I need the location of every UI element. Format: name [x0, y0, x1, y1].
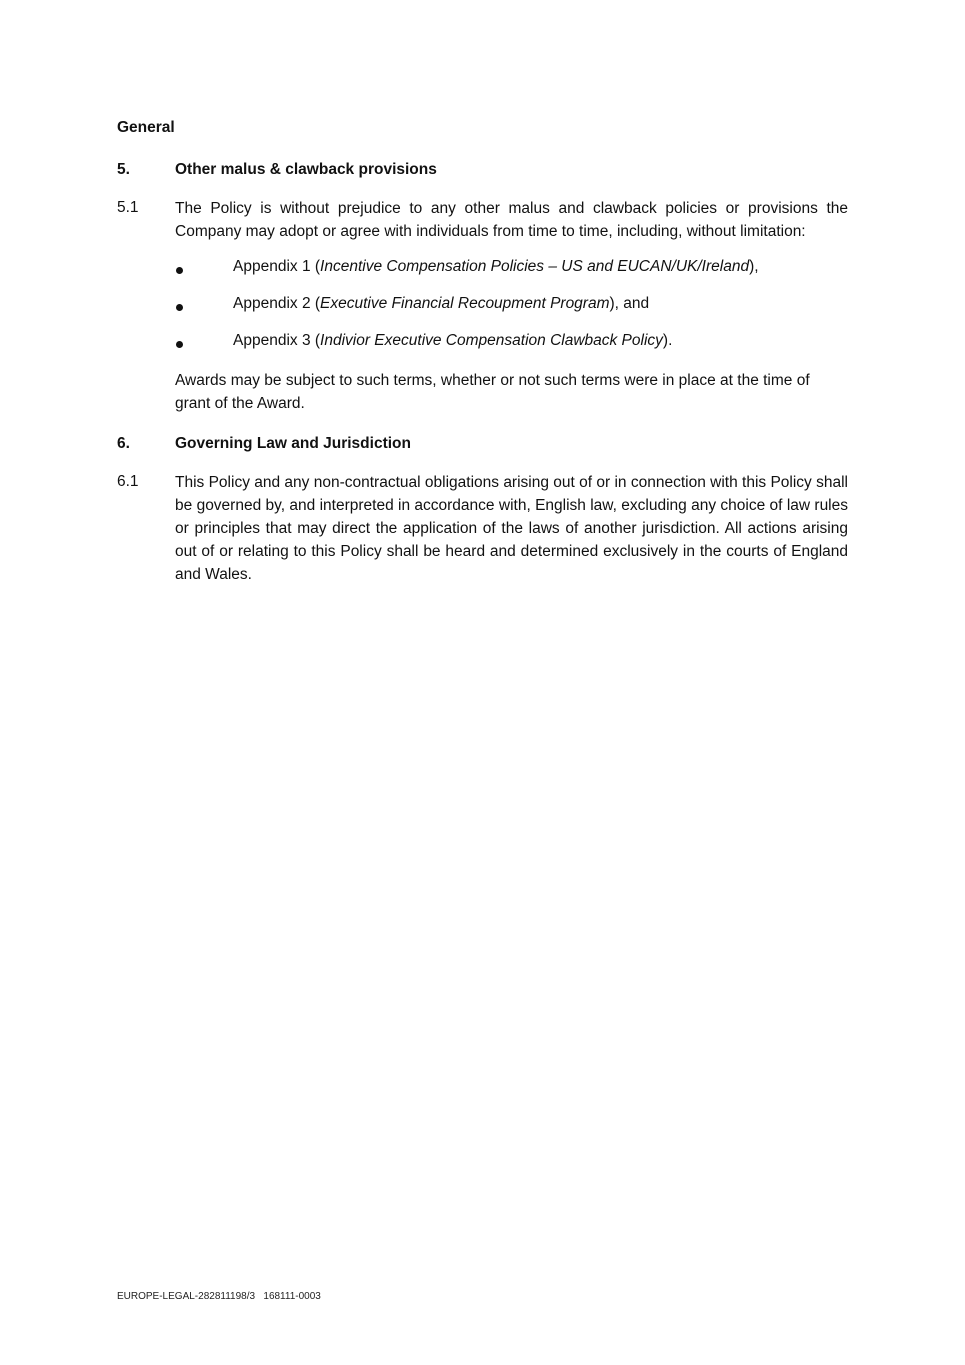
clause-5-closing-text: Awards may be subject to such terms, whether or not such terms were in place at the time of grant of the Award. [175, 372, 810, 412]
bullet-icon [176, 304, 183, 311]
clause-6-number: 6. [117, 435, 130, 452]
clause-5-1-text: The Policy is without prejudice to any other malus and clawback policies or provisions the Company may adopt or agree with individuals from time to time, including, without limitation: [175, 200, 848, 240]
clause-5-title: Other malus & clawback provisions [175, 161, 437, 178]
clause-6-1-number: 6.1 [117, 473, 139, 490]
clause-5-1-number: 5.1 [117, 199, 139, 216]
list-item [175, 332, 848, 355]
list-item [175, 295, 848, 318]
list-item-text: Appendix 2 (Executive Financial Recoupment Program), and [233, 295, 650, 312]
section-heading-general: General [117, 119, 175, 136]
document-footer-reference: EUROPE-LEGAL-282811198/3 168111-0003 [117, 1291, 321, 1302]
bullet-icon [176, 267, 183, 274]
clause-6-1-text: This Policy and any non-contractual obligations arising out of or in connection with this Policy shall be governed by, and interpreted in accordance with, English law, excluding any choice of law rules or principles that may direct the application of the laws of another jurisdiction. All actions arising out of or relating to this Policy shall be heard and determined exclusively in the courts of England and Wales. [175, 474, 848, 583]
list-item [175, 258, 848, 281]
bullet-icon [176, 341, 183, 348]
clause-6-title: Governing Law and Jurisdiction [175, 435, 411, 452]
list-item-text: Appendix 1 (Incentive Compensation Policies – US and EUCAN/UK/Ireland), [233, 258, 759, 275]
list-item-text: Appendix 3 (Indivior Executive Compensation Clawback Policy). [233, 332, 673, 349]
clause-5-number: 5. [117, 161, 130, 178]
